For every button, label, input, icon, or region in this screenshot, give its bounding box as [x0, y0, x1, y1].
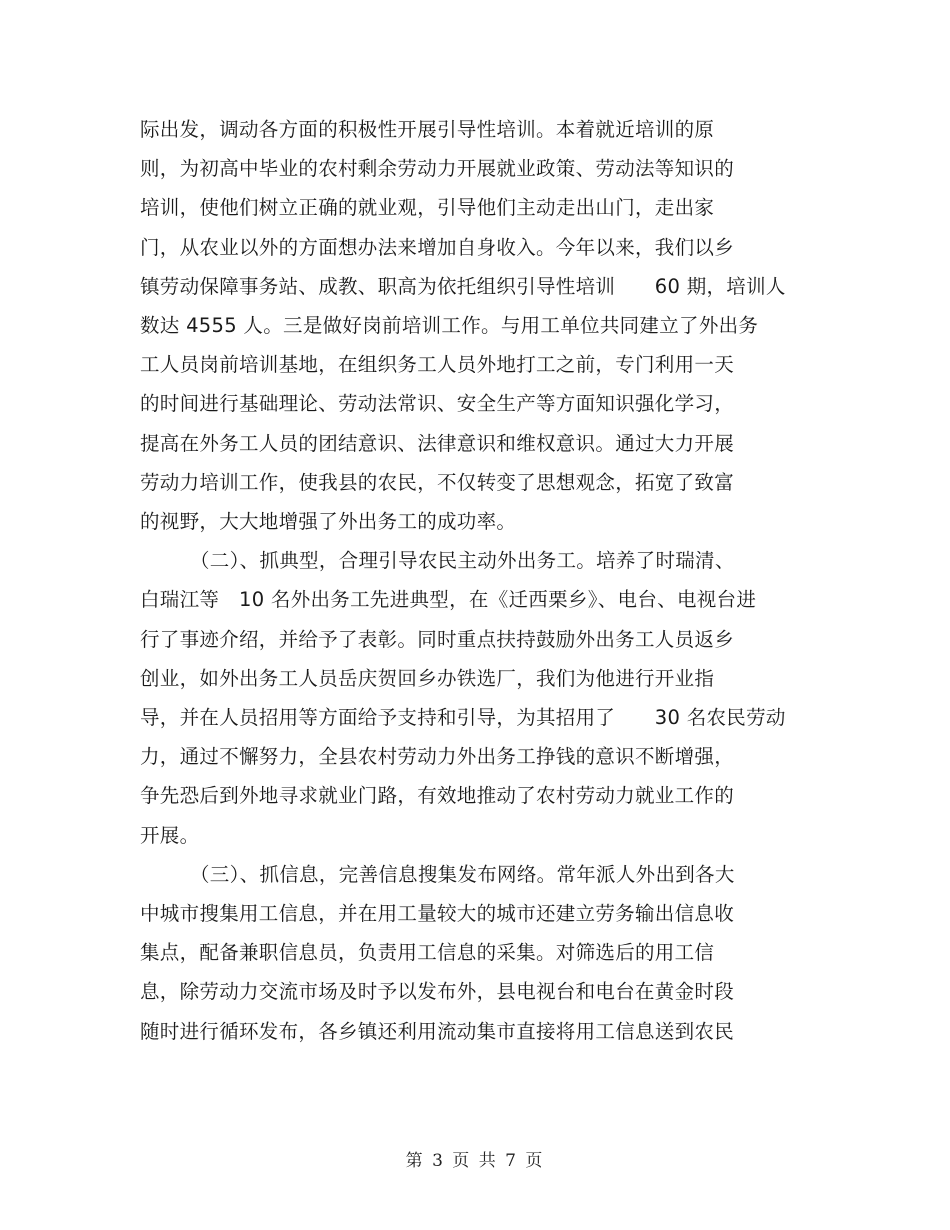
text-line: 息，除劳动力交流市场及时予以发布外，县电视台和电台在黄金时段 — [140, 980, 735, 1004]
text-line: 提高在外务工人员的团结意识、法律意识和维权意识。通过大力开展 — [140, 431, 735, 455]
text-line: 中城市搜集用工信息，并在用工量较大的城市还建立劳务输出信息收 — [140, 902, 735, 925]
text-line: 的时间进行基础理论、劳动法常识、安全生产等方面知识强化学习， — [140, 392, 735, 416]
text-line: 镇劳动保障事务站、成教、职高为依托组织引导性培训 60 期，培训人 — [140, 274, 786, 298]
text-line: 数达 4555 人。三是做好岗前培训工作。与用工单位共同建立了外出务 — [140, 314, 759, 337]
text-line: （二）、抓典型，合理引导农民主动外出务工。培养了时瑞清、 — [190, 549, 735, 573]
text-line: 际出发，调动各方面的积极性开展引导性培训。本着就近培训的原 — [140, 118, 715, 141]
text-line: 力，通过不懈努力，全县农村劳动力外出务工挣钱的意识不断增强， — [140, 745, 735, 769]
text-line: 门，从农业以外的方面想办法来增加自身收入。今年以来，我们以乡 — [140, 235, 735, 259]
text-line: 导，并在人员招用等方面给予支持和引导，为其招用了 30 名农民劳动 — [140, 706, 786, 729]
page-footer: 第 3 页 共 7 页 — [405, 1151, 545, 1171]
text-line: 的视野，大大地增强了外出务工的成功率。 — [140, 510, 517, 533]
text-line: 工人员岗前培训基地，在组织务工人员外地打工之前，专门利用一天 — [140, 353, 735, 377]
text-line: （三）、抓信息，完善信息搜集发布网络。常年派人外出到各大 — [190, 862, 735, 886]
text-line: 集点，配备兼职信息员，负责用工信息的采集。对筛选后的用工信 — [140, 941, 715, 965]
text-line: 开展。 — [140, 823, 200, 847]
text-line: 白瑞江等 10 名外出务工先进典型，在《迁西栗乡》、电台、电视台进 — [140, 588, 757, 612]
text-line: 随时进行循环发布，各乡镇还利用流动集市直接将用工信息送到农民 — [140, 1019, 735, 1043]
text-line: 行了事迹介绍，并给予了表彰。同时重点扶持鼓励外出务工人员返乡 — [140, 627, 735, 651]
text-line: 劳动力培训工作，使我县的农民，不仅转变了思想观念，拓宽了致富 — [140, 470, 735, 494]
text-line: 争先恐后到外地寻求就业门路，有效地推动了农村劳动力就业工作的 — [140, 784, 735, 808]
text-line: 培训，使他们树立正确的就业观，引导他们主动走出山门，走出家 — [140, 196, 715, 220]
text-line: 则，为初高中毕业的农村剩余劳动力开展就业政策、劳动法等知识的 — [140, 157, 735, 181]
text-line: 创业，如外出务工人员岳庆贺回乡办铁选厂，我们为他进行开业指 — [140, 666, 715, 690]
